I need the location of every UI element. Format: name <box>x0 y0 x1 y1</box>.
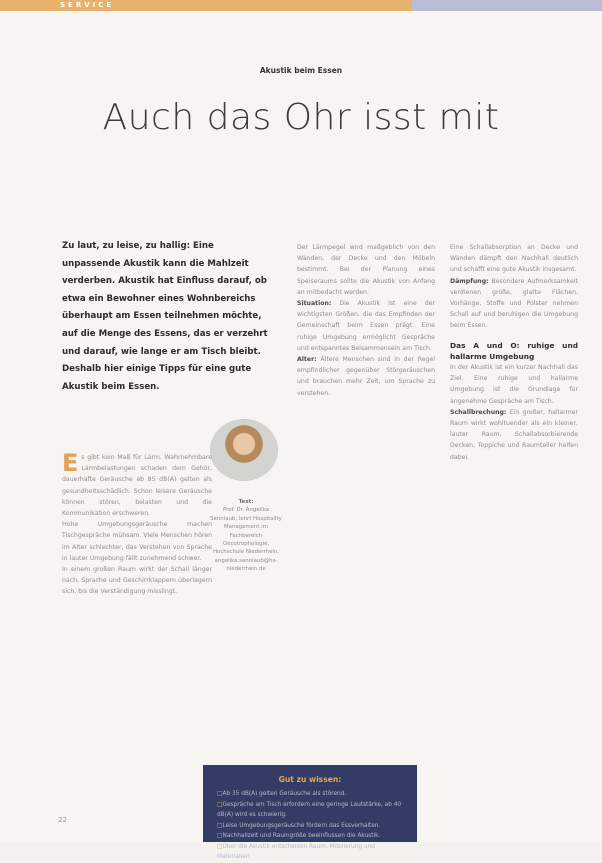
caption-body: Prof. Dr. Angelika Sennlaub, lehrt Hospitality Management im Fachbereich Oecotrophologie, Hochschule Niederrhein, angelika.sennlaub@hs-niederrhein.de <box>210 507 282 573</box>
bullet-paragraph <box>297 298 435 354</box>
bullet-text: Besondere Aufmerksamkeit verdienen große, glatte Flächen. Vorhänge, Stoffe und Polster nehmen Schall auf und beruhigen die Umgebung beim Essen. <box>450 277 578 330</box>
author-caption <box>210 498 282 574</box>
info-box-title: Gut zu wissen: <box>278 775 342 784</box>
drop-cap: E <box>62 449 79 477</box>
column-subhead: Das A und O: ruhige und hallarme Umgebung <box>450 340 578 361</box>
body-paragraph: Eine Schallabsorption an Decke und Wänden dämpft den Nachhall deutlich und schafft eine gute Akustik insgesamt. <box>450 244 578 274</box>
bullet-head: Dämpfung: <box>450 277 489 285</box>
info-box-item: □ Über die Akustik entscheiden Raum, Möblierung und Materialien. <box>217 842 409 863</box>
bullet-text: Ältere Menschen sind in der Regel empfindlicher gegenüber Störgeräuschen und brauchen mehr Zeit, um Sprache zu verstehen. <box>297 356 435 397</box>
article-headline: Auch das Ohr isst mit <box>102 97 500 138</box>
body-paragraph: In der Akustik ist ein kurzer Nachhall das Ziel. Eine ruhige und hallarme Umgebung ist die Grundlage für angenehme Gespräche am Tisch. <box>450 364 578 405</box>
info-box-item: □ Ab 35 dB(A) gelten Geräusche als störend. <box>217 789 409 800</box>
bullet-text: Die Akustik ist eine der wichtigsten Größen, die das Empfinden der Gemeinschaft beim Essen prägt. Eine ruhige Umgebung ermöglicht Gespräche und entspanntes Beisammensein am Tisch. <box>297 300 435 352</box>
bullet-head: Schallbrechung: <box>450 408 507 416</box>
lead-paragraph: Zu laut, zu leise, zu hallig: Eine unpassende Akustik kann die Mahlzeit verderben. Akustik hat Einfluss darauf, ob etwa ein Bewohner eines Wohnbereichs überhaupt am Essen teilnehmen möchte, auf die Menge des Essens, das er verzehrt und darauf, wie lange er am Tisch bleibt. Deshalb hier einige Tipps für eine gute Akustik beim Essen. <box>62 241 268 392</box>
info-box-item: □ Nachhallzeit und Raumgröße beeinflussen die Akustik. <box>217 831 409 842</box>
body-paragraph: Der Lärmpegel wird maßgeblich von den Wänden, der Decke und den Möbeln bestimmt. Bei der Planung eines Speiseraums sollte die Akustik von Anfang an mitbedacht werden. <box>297 244 435 296</box>
body-paragraph: In einem großen Raum wirkt der Schall länger nach, Sprache und Geschirrklappern überlagern sich, bis die Verständigung misslingt. <box>62 566 212 596</box>
bullet-head: Situation: <box>297 300 332 308</box>
bullet-head: Alter: <box>297 356 317 364</box>
bullet-paragraph <box>450 276 578 332</box>
page-number: 22 <box>58 816 67 824</box>
bullet-paragraph <box>450 407 578 463</box>
section-label: SERVICE <box>60 1 115 9</box>
body-paragraph: s gibt kein Maß für Lärm. Wahrnehmbare Lärmbelastungen schaden dem Gehör, dauerhafte Geräusche ab 85 dB(A) gelten als gesundheitsschädlich. Schon leisere Geräusche können stören, belasten und die Kommunikation erschweren. <box>62 454 212 518</box>
body-paragraph: Hohe Umgebungsgeräusche machen Tischgespräche mühsam. Viele Menschen hören im Alter schlechter, das Verstehen von Sprache in lauter Umgebung fällt zunehmend schwer. <box>62 521 212 562</box>
header-band-accent <box>412 0 602 11</box>
info-box <box>203 765 417 860</box>
body-column-1 <box>62 449 212 598</box>
caption-title: Text: <box>238 499 254 505</box>
body-column-3 <box>450 242 578 463</box>
body-column-2 <box>297 242 435 399</box>
bullet-text: Ein großer, hallarmer Raum wirkt wohltuender als ein kleiner, lauter Raum. Schallabsorbierende Decken, Teppiche und Raumteiler helfen dabei. <box>450 408 578 461</box>
info-box-item: □ Gespräche am Tisch erfordern eine geringe Lautstärke, ab 40 dB(A) wird es schwierig. <box>217 800 409 821</box>
info-box-item: □ Leise Umgebungsgeräusche fördern das Essverhalten. <box>217 821 409 832</box>
info-box-list <box>217 789 409 863</box>
author-portrait <box>211 420 277 480</box>
bullet-paragraph <box>297 354 435 399</box>
article-kicker: Akustik beim Essen <box>259 66 343 75</box>
